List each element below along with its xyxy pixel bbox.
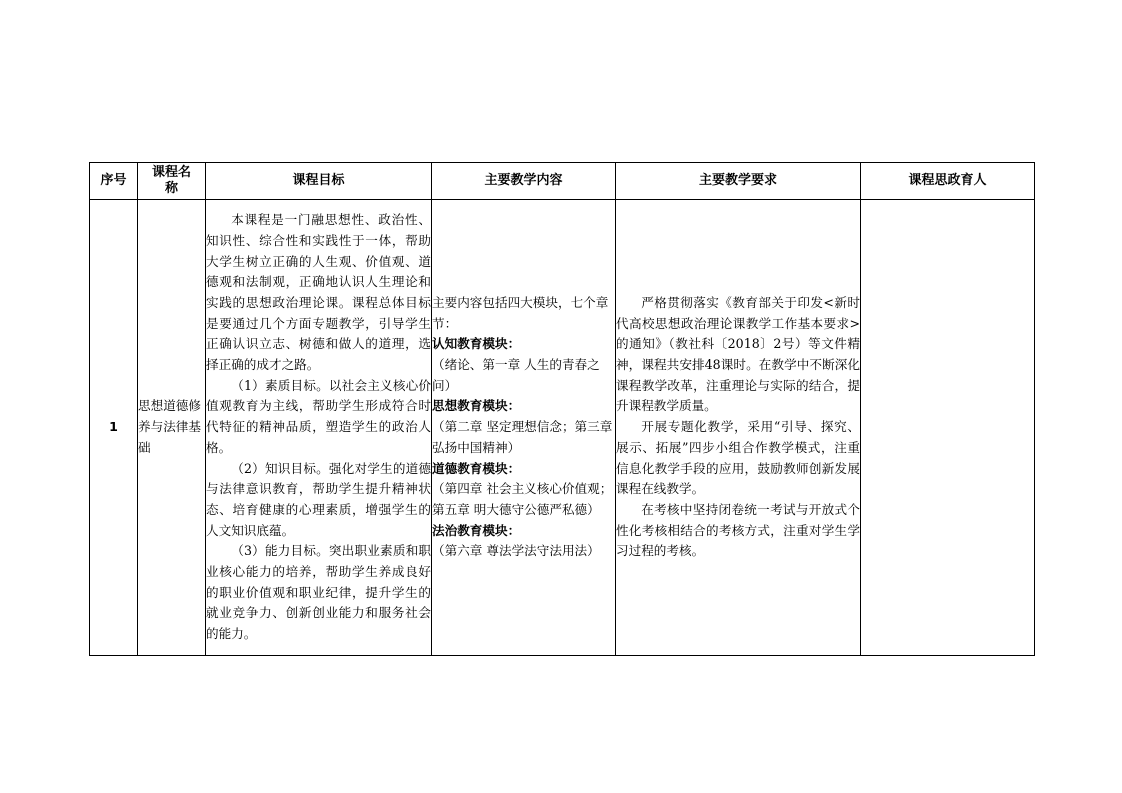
requirement-paragraph: 开展专题化教学，采用“引导、探究、展示、拓展”四步小组合作教学模式，注重信息化教学手段的应用，鼓励教师创新发展课程在线教学。	[616, 419, 860, 497]
row-main-requirements	[616, 200, 861, 656]
goal-paragraph: （3）能力目标。突出职业素质和职业核心能力的培养，帮助学生养成良好的职业价值观和职业纪律，提升学生的就业竞争力、创新创业能力和服务社会的能力。	[206, 543, 431, 642]
module-title: 思想教育模块：	[432, 398, 521, 414]
goal-paragraph: 本课程是一门融思想性、政治性、知识性、综合性和实践性于一体，帮助大学生树立正确的人生观、价值观、道德观和法制观，正确地认识人生理论和实践的思想政治理论课。课程总体目标是要通过几个方面专题教学，引导学生正确认识立志、树德和做人的道理，选择正确的成才之路。	[206, 212, 431, 373]
header-ideology-education: 课程思政育人	[861, 163, 1035, 200]
header-main-requirements: 主要教学要求	[616, 163, 861, 200]
row-serial-number: 1	[90, 200, 138, 656]
row-course-goal	[206, 200, 432, 656]
row-course-name: 思想道德修养与法律基础	[138, 200, 206, 656]
table-header-row	[90, 163, 1035, 200]
course-table	[89, 162, 1035, 656]
module-title: 道德教育模块：	[432, 460, 521, 476]
module-detail: （第四章 社会主义核心价值观；第五章 明大德守公德严私德）	[432, 481, 613, 517]
requirement-paragraph: 严格贯彻落实《教育部关于印发<新时代高校思想政治理论课教学工作基本要求>的通知》（教社科〔2018〕2号）等文件精神，课程共安排48课时。在教学中不断深化课程教学改革，注重理论与实际的结合，提升课程教学质量。	[616, 294, 860, 414]
module-title: 法治教育模块：	[432, 522, 521, 538]
header-main-content: 主要教学内容	[432, 163, 616, 200]
row-ideology-education	[861, 200, 1035, 656]
module-detail: （第二章 坚定理想信念；第三章 弘扬中国精神）	[432, 419, 613, 455]
module-detail: （第六章 尊法学法守法用法）	[432, 543, 600, 559]
module-title: 认知教育模块：	[432, 336, 521, 352]
goal-paragraph: （2）知识目标。强化对学生的道德与法律意识教育，帮助学生提升精神状态、培育健康的心理素质，增强学生的人文知识底蕴。	[206, 460, 431, 538]
row-main-content	[432, 200, 616, 656]
goal-paragraph: （1）素质目标。以社会主义核心价值观教育为主线，帮助学生形成符合时代特征的精神品质，塑造学生的政治人格。	[206, 377, 431, 455]
header-course-name: 课程名称	[138, 163, 206, 200]
table-row	[90, 200, 1035, 656]
header-course-goal: 课程目标	[206, 163, 432, 200]
requirement-paragraph: 在考核中坚持闭卷统一考试与开放式个性化考核相结合的考核方式，注重对学生学习过程的考核。	[616, 501, 860, 559]
content-intro: 主要内容包括四大模块，七个章节：	[432, 294, 609, 331]
header-serial-number: 序号	[90, 163, 138, 200]
module-detail: （绪论、第一章 人生的青春之问）	[432, 357, 600, 393]
